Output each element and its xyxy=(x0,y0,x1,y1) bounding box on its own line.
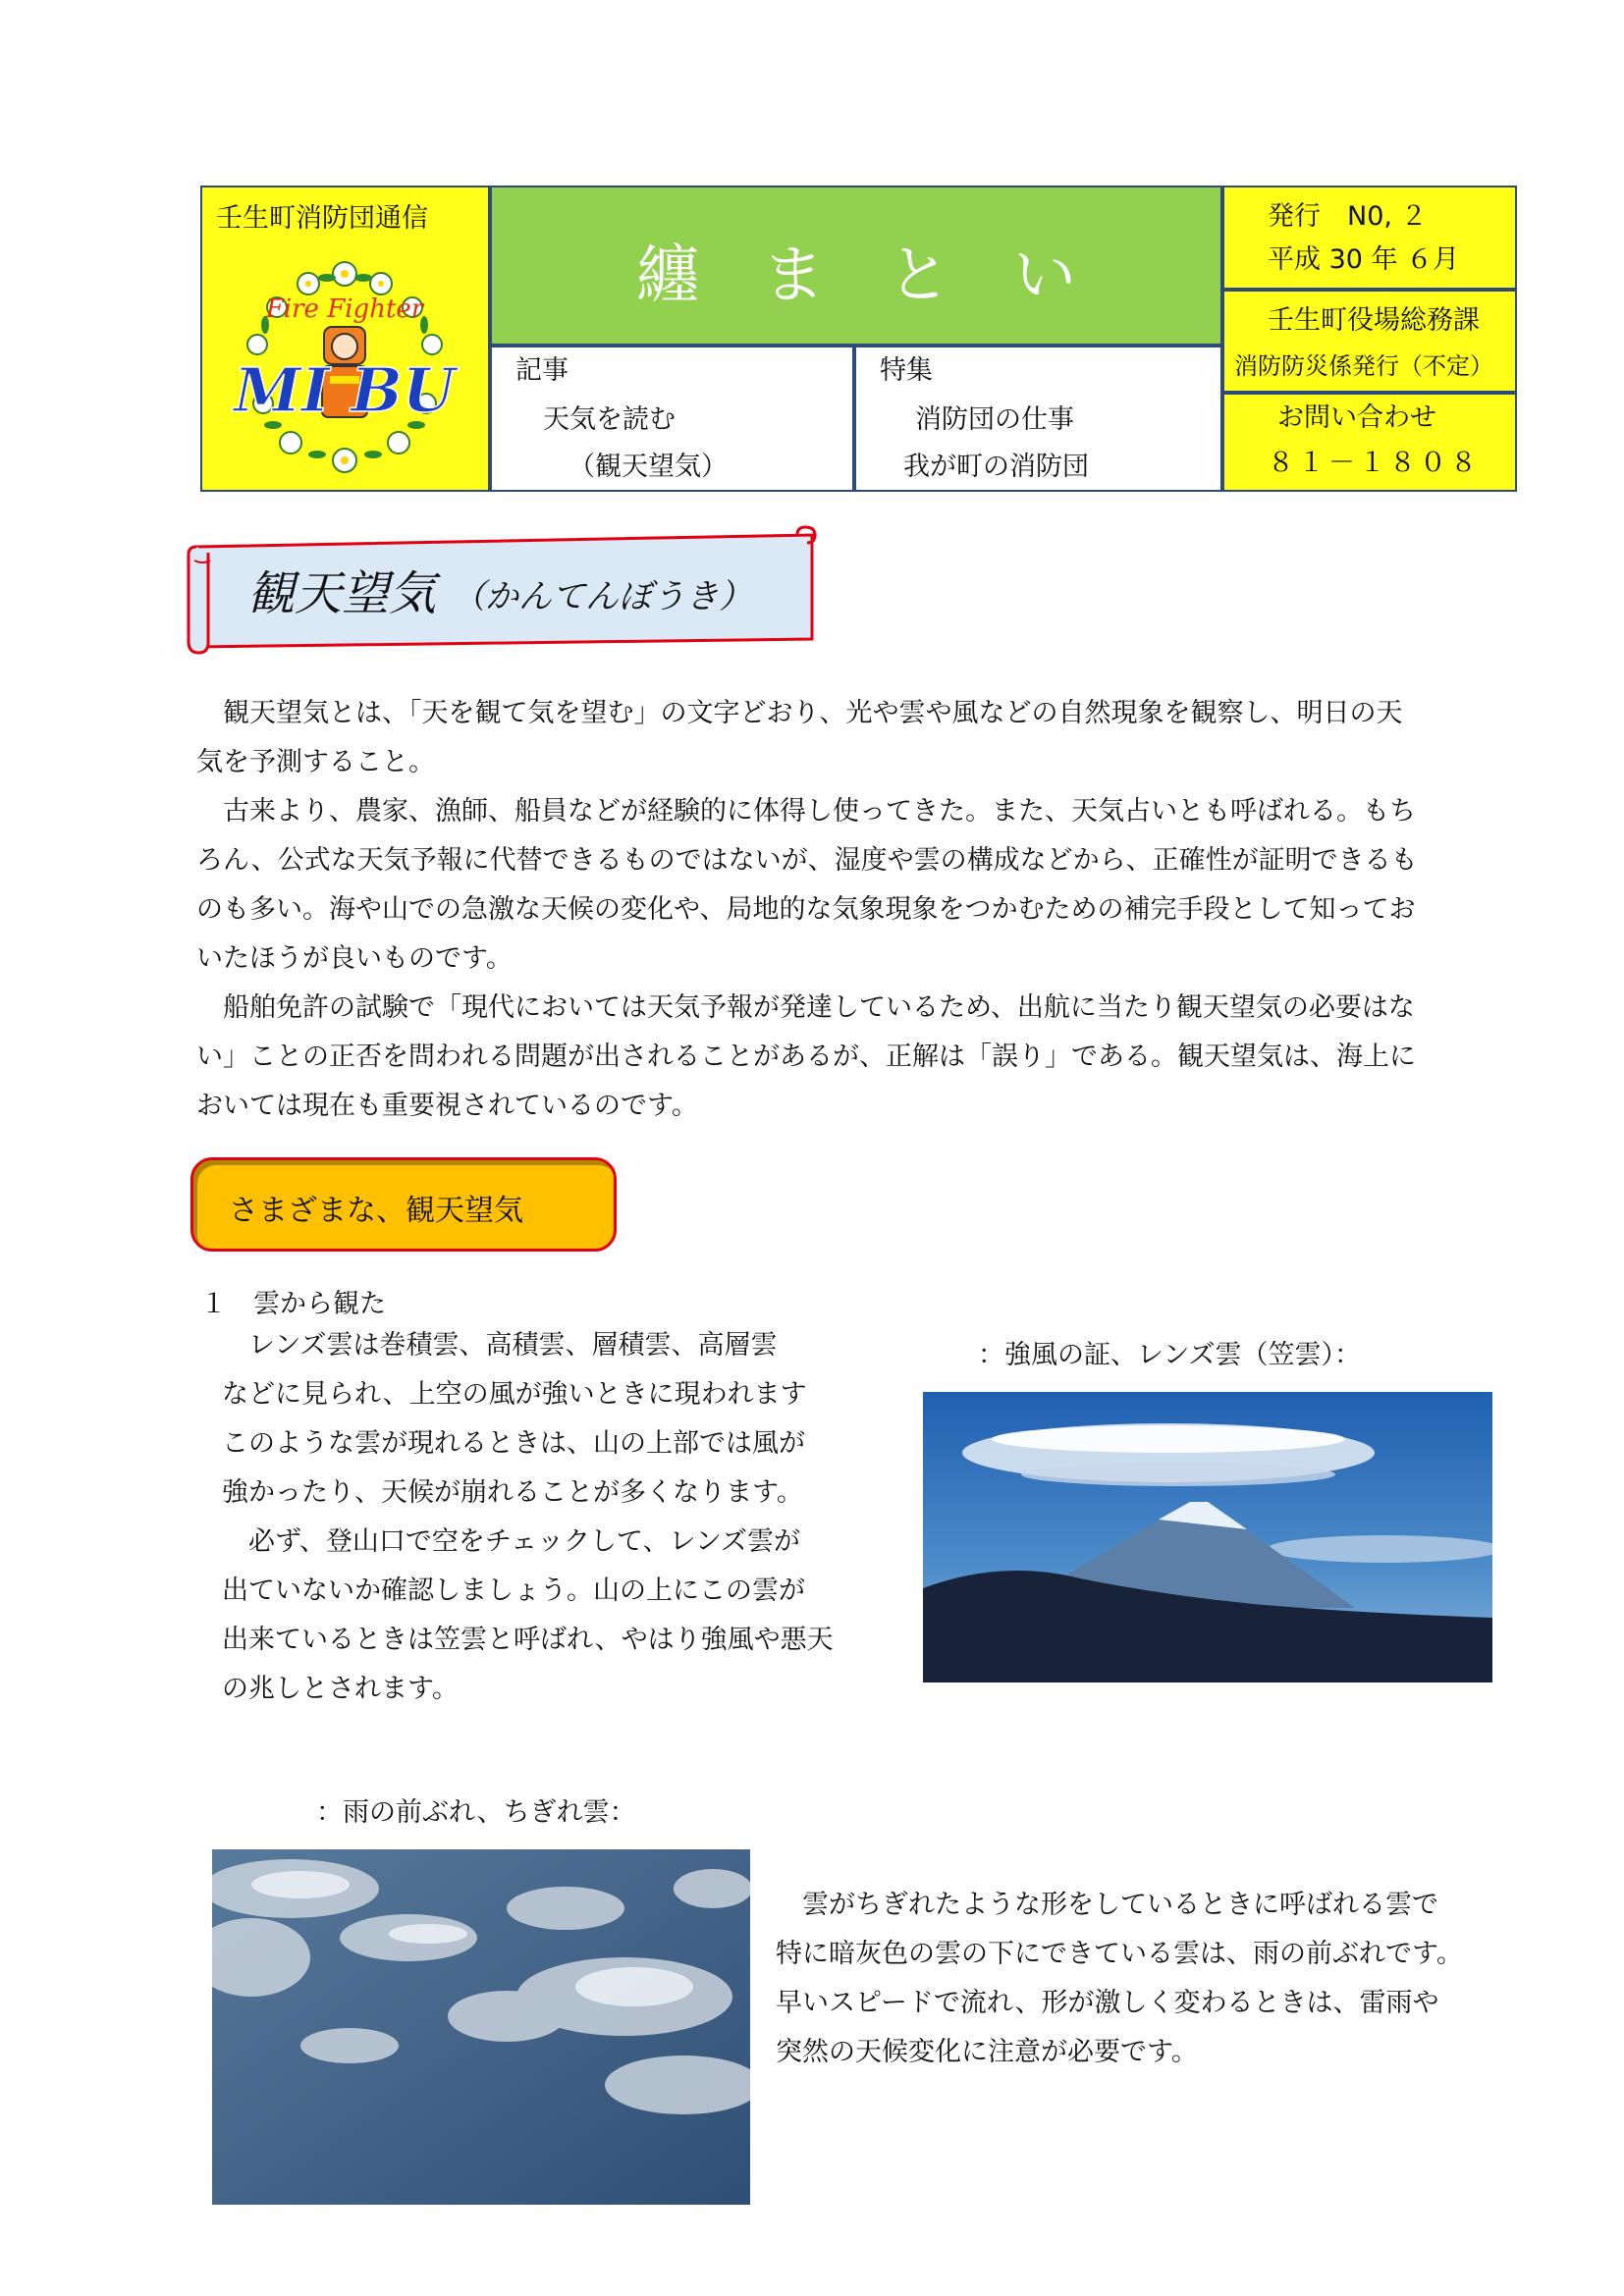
issue-date: 平成 30 年 ６月 xyxy=(1268,244,1460,275)
lens-cloud-text xyxy=(222,1321,909,1714)
intro-line: 観天望気とは、「天を観て気を望む」の文字どおり、光や雲や風などの自然現象を観察し、明日の天 xyxy=(196,698,1403,728)
rain-line: 突然の天候変化に注意が必要です。 xyxy=(776,2037,1198,2067)
lens-photo-caption: ：強風の証、レンズ雲（笠雲）： xyxy=(978,1340,1362,1370)
rain-line: 雲がちぎれたような形をしているときに呼ばれる雲で xyxy=(776,1890,1438,1920)
intro-line: 船舶免許の試験で「現代においては天気予報が発達しているため、出航に当たり観天望気の必要はな xyxy=(196,992,1415,1023)
lens-line: 出来ているときは笠雲と呼ばれ、やはり強風や悪天 xyxy=(222,1625,834,1655)
contact-label: お問い合わせ xyxy=(1277,402,1436,433)
lens-cloud-photo xyxy=(923,1392,1492,1682)
issue-cell xyxy=(1222,186,1517,290)
publisher-line2: 消防防災係発行（不定） xyxy=(1234,352,1493,380)
lens-line: 出ていないか確認しましょう。山の上にこの雲が xyxy=(222,1575,805,1606)
title-cell xyxy=(490,186,1222,346)
feature-line2: 我が町の消防団 xyxy=(903,452,1089,482)
rain-line: 特に暗灰色の雲の下にできている雲は、雨の前ぶれです。 xyxy=(776,1939,1463,1969)
intro-line: 気を予測すること。 xyxy=(196,747,435,777)
fractus-cloud-photo xyxy=(212,1849,750,2205)
logo-main-text: MI BU xyxy=(234,354,456,426)
contact-cell xyxy=(1222,393,1517,492)
newsletter-title: 纏 ま と い xyxy=(636,240,1076,312)
lens-line: などに見られ、上空の風が強いときに現われます xyxy=(222,1379,807,1410)
banner-title: 観天望気 xyxy=(247,566,437,621)
banner-reading: （かんてんぼうき） xyxy=(452,577,752,616)
feature-cell xyxy=(854,346,1222,492)
intro-line: 古来より、農家、漁師、船員などが経験的に体得し使ってきた。また、天気占いとも呼ばれる。もち xyxy=(196,796,1416,827)
publisher-line1: 壬生町役場総務課 xyxy=(1268,305,1480,336)
lens-line: 強かったり、天候が崩れることが多くなります。 xyxy=(222,1477,803,1508)
intro-line: ろん、公式な天気予報に代替できるものではないが、湿度や雲の構成などから、正確性が証明できるも xyxy=(196,845,1418,876)
publisher-cell xyxy=(1222,290,1517,393)
intro-line: い」ことの正否を問われる問題が出されることがあるが、正解は「誤り」である。観天望気は、海上に xyxy=(196,1041,1416,1072)
fractus-cloud-text xyxy=(776,1881,1542,2077)
logo-top-text: Fire Fighter xyxy=(265,294,424,324)
contact-number: ８１－１８０８ xyxy=(1268,448,1481,478)
intro-line: のも多い。海や山での急激な天候の変化や、局地的な気象現象をつかむための補完手段として知ってお xyxy=(196,894,1416,925)
articles-cell xyxy=(490,346,854,492)
rain-photo-caption: ：雨の前ぶれ、ちぎれ雲： xyxy=(316,1797,636,1828)
item1-heading: １ 雲から観た xyxy=(200,1289,386,1319)
lens-line: の兆しとされます。 xyxy=(222,1674,459,1704)
section-title: さまざまな、観天望気 xyxy=(229,1194,523,1228)
issue-number: 発行 N0, ２ xyxy=(1268,201,1428,232)
feature-label: 特集 xyxy=(880,355,933,386)
rain-line: 早いスピードで流れ、形が激しく変わるときは、雷雨や xyxy=(776,1988,1439,2018)
masthead-table xyxy=(200,186,1514,492)
intro-line: おいては現在も重要視されているのです。 xyxy=(196,1091,698,1121)
lens-line: 必ず、登山口で空をチェックして、レンズ雲が xyxy=(222,1526,801,1557)
intro-line: いたほうが良いものです。 xyxy=(196,943,513,974)
lens-line: このような雲が現れるときは、山の上部では風が xyxy=(222,1428,805,1459)
org-name: 壬生町消防団通信 xyxy=(216,203,428,234)
section-heading-box xyxy=(190,1157,617,1252)
article-line2: （観天望気） xyxy=(568,452,728,482)
lens-line: レンズ雲は巻積雲、高積雲、層積雲、高層雲 xyxy=(222,1330,778,1361)
articles-label: 記事 xyxy=(515,355,568,386)
feature-line1: 消防団の仕事 xyxy=(915,404,1074,435)
article-line1: 天気を読む xyxy=(543,404,676,435)
intro-text xyxy=(196,689,1532,1131)
logo-cell xyxy=(200,186,490,492)
fire-fighter-logo xyxy=(214,256,475,482)
